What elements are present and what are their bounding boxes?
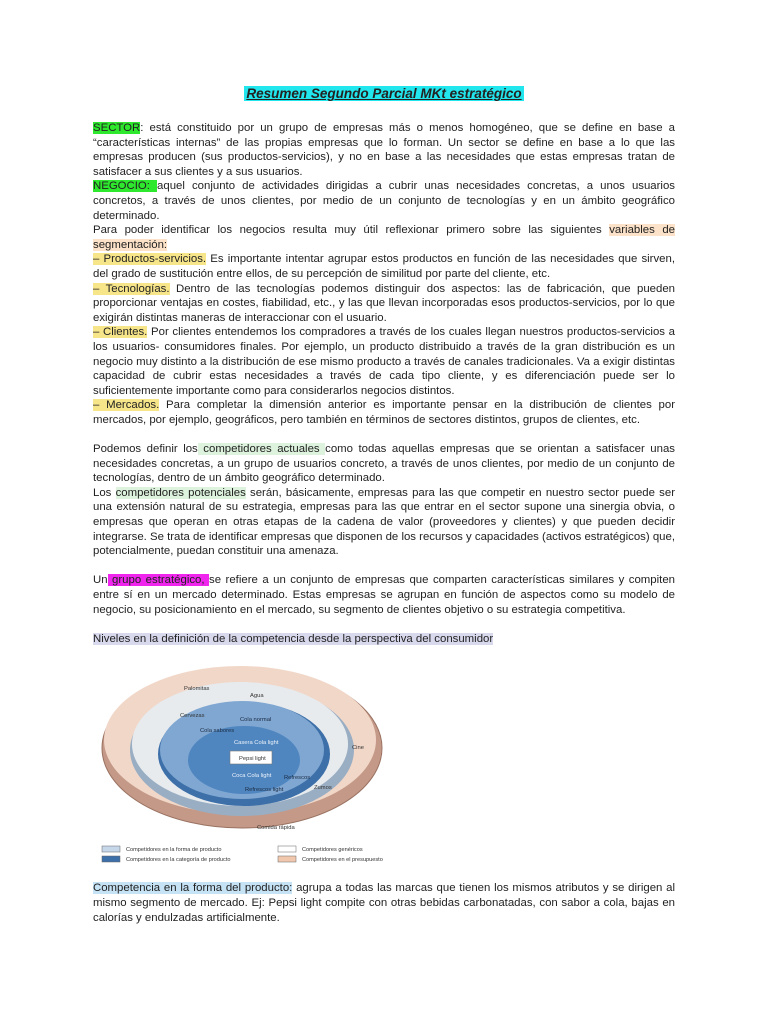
title-text: Resumen Segundo Parcial MKt estratégico xyxy=(246,86,522,101)
diagram-label-form: Casera Cola light xyxy=(234,740,279,746)
diagram-label-center: Pepsi light xyxy=(239,756,266,762)
grupo-text: se refiere a un conjunto de empresas que comparten características similares y compiten entre sí en un mercado determinado. Estas empresas se agrupan en función de aspectos como su modelo de negocio, su posicionamiento en el mercado, su segmento de clientes objetivo o su estrategia competitiva. xyxy=(93,574,675,616)
diagram-label-form: Coca Cola light xyxy=(232,773,272,779)
grupo-paragraph xyxy=(93,573,675,617)
forma-text: agrupa a todas las marcas que tienen los mismos atributos y se dirigen al mismo segmento de mercado. Ej: Pepsi light compite con otras bebidas carbonatadas, con sabor a cola, bajas en calorías y endulzadas artificialmente. xyxy=(93,882,675,924)
spacer xyxy=(93,617,675,632)
bullet-term: – Productos-servicios. xyxy=(93,253,207,266)
niveles-heading xyxy=(93,632,675,647)
potenciales-term: competidores potenciales xyxy=(115,486,246,499)
forma-term: Competencia en la forma del producto: xyxy=(93,882,293,895)
diagram-label-category: Cola sabores xyxy=(200,728,235,734)
actuales-text: como todas aquellas empresas que se orientan a satisfacer unas necesidades concretas, a un grupo de usuarios concreto, a través de unos clientes, por medio de un conjunto de tecnologías, dentro de un ámbito geográfico determinado. xyxy=(93,443,675,485)
diagram-label-category: Cola normal xyxy=(240,717,272,723)
diagram-label-outer: Comida rápida xyxy=(257,825,295,831)
bullet-paragraph xyxy=(93,252,675,281)
bullet-text: Por clientes entendemos los compradores a través de los cuales llegan nuestros productos-servicios a los usuarios- consumidores finales. Por ejemplo, un producto distribuido a través de la gran distribución es un negocio muy distinto a la distribución de ese mismo producto a través de canales tradicionales. Va a exigir distintas capacidad de cubrir estas necesidades a través de cada tipo cliente, y es diferenciación puede ser lo suficientemente importante como para considerarlos negocios distintos. xyxy=(93,326,675,397)
bullet-paragraph xyxy=(93,325,675,398)
bullet-text: Para completar la dimensión anterior es importante pensar en la distribución de clientes por mercados, por ejemplo, geográficos, pero también en términos de sectores distintos, grupos de clientes, etc. xyxy=(93,399,675,426)
negocio-text: aquel conjunto de actividades dirigidas a cubrir unas necesidades concretas, a unos usuarios concretos, a través de unos clientes, por medio de un conjunto de tecnologías y en un ámbito geográfico determinado. xyxy=(93,180,675,222)
potenciales-paragraph xyxy=(93,486,675,559)
niveles-heading-text: Niveles en la definición de la competencia desde la perspectiva del consumidor xyxy=(93,632,494,645)
bullet-term: – Clientes. xyxy=(93,326,148,339)
bullet-paragraph xyxy=(93,282,675,326)
legend-label: Competidores en la categoría de producto xyxy=(126,857,231,863)
legend-swatch xyxy=(102,856,120,862)
variables-term: variables de segmentación: xyxy=(93,224,675,251)
bullet-text: Es importante intentar agrupar estos productos en función de las necesidades que sirven, del grado de sustitución entre ellos, de su percepción de similitud por parte del cliente, etc. xyxy=(93,253,675,280)
variables-paragraph xyxy=(93,223,675,252)
diagram-label-outer: Palomitas xyxy=(184,686,210,692)
legend-swatch xyxy=(102,846,120,852)
grupo-term: grupo estratégico, xyxy=(107,574,210,587)
spacer xyxy=(93,427,675,442)
legend-label: Competidores genéricos xyxy=(302,847,363,853)
potenciales-pre: Los xyxy=(93,486,116,499)
diagram-svg xyxy=(94,660,424,870)
document-body xyxy=(93,121,675,646)
competition-levels-diagram xyxy=(94,660,424,870)
bullet-term: – Mercados. xyxy=(93,399,160,412)
diagram-label-generic: Agua xyxy=(250,693,264,699)
page-title xyxy=(0,86,768,101)
forma-paragraph xyxy=(93,881,675,925)
diagram-label-outer: Cervezas xyxy=(180,713,205,719)
negocio-term: NEGOCIO: xyxy=(93,180,158,193)
variables-text: Para poder identificar los negocios resulta muy útil reflexionar primero sobre las siguientes xyxy=(93,224,610,237)
legend-swatch xyxy=(278,846,296,852)
actuales-pre: Podemos definir los xyxy=(93,443,198,456)
diagram-label-category: Refrescos light xyxy=(245,787,284,793)
potenciales-text: serán, básicamente, empresas para las que competir en nuestro sector puede ser una extensión natural de su estrategia, empresas para las que entrar en el sector supone una sinergia obvia, o empresas que operan en otras etapas de la cadena de valor (proveedores y clientes) y que pueden decidir integrarse. Se trata de identificar empresas que disponen de los recursos y capacidades (activos estratégicos) que, potencialmente, puedan constituir una amenaza. xyxy=(93,486,675,558)
bullet-paragraph xyxy=(93,398,675,427)
actuales-term: competidores actuales xyxy=(197,443,326,456)
diagram-label-category: Refrescos xyxy=(284,775,311,781)
grupo-pre: Un xyxy=(93,574,108,587)
negocio-paragraph xyxy=(93,179,675,223)
sector-paragraph xyxy=(93,121,675,179)
sector-text: : está constituido por un grupo de empresas más o menos homogéneo, que se define en base a “características internas” de las propias empresas que lo forman. Un sector se define en base a lo que las empresas producen (sus productos-servicios), y no en base a las necesidades que estas empresas tratan de satisfacer a sus clientes y a sus usuarios. xyxy=(93,122,675,178)
legend-swatch xyxy=(278,856,296,862)
bullet-term: – Tecnologías. xyxy=(93,282,170,295)
diagram-label-generic: Zumos xyxy=(314,785,332,791)
sector-term: SECTOR xyxy=(93,122,141,134)
actuales-paragraph xyxy=(93,442,675,486)
spacer xyxy=(93,559,675,574)
legend-label: Competidores en la forma de producto xyxy=(126,847,222,853)
bullet-text: Dentro de las tecnologías podemos distinguir dos aspectos: las de fabricación, que pueden proporcionar ventajas en costes, fiabilidad, etc., y las que llevan incorporadas esos productos-servicios, por lo que exigirán distintas maneras de interaccionar con el usuario. xyxy=(93,282,675,324)
diagram-label-outer: Cine xyxy=(352,745,364,751)
legend-label: Competidores en el presupuesto xyxy=(302,857,383,863)
forma-section xyxy=(93,870,675,937)
